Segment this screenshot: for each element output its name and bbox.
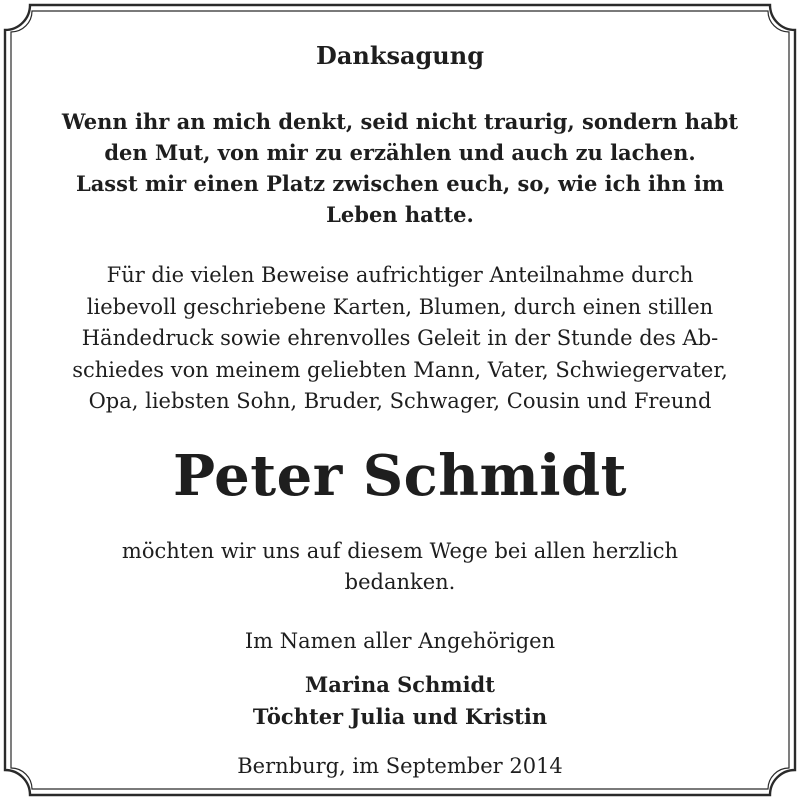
motto-line: den Mut, von mir zu erzählen und auch zu lachen. xyxy=(104,140,696,165)
signer-line: Marina Schmidt xyxy=(305,671,495,697)
paragraph-line: Opa, liebsten Sohn, Bruder, Schwager, Cousin und Freund xyxy=(88,389,712,413)
paragraph-line: schiedes von meinem geliebten Mann, Vater, Schwiegervater, xyxy=(72,357,728,382)
in-name-of-line: Im Namen aller Angehörigen xyxy=(244,628,556,653)
place-date: Bernburg, im September 2014 xyxy=(237,753,563,778)
paragraph-line: liebevoll geschriebene Karten, Blumen, durch einen stillen xyxy=(86,294,714,319)
notice-content xyxy=(30,30,770,782)
closing-text xyxy=(30,536,770,598)
motto-line: Wenn ihr an mich denkt, seid nicht traurig, sondern habt xyxy=(61,109,739,134)
signers xyxy=(30,669,770,733)
motto-line: Lasst mir einen Platz zwischen euch, so, wie ich ihn im xyxy=(75,171,725,196)
closing-line: bedanken. xyxy=(344,569,456,594)
closing-line: möchten wir uns auf diesem Wege bei allen herzlich xyxy=(121,538,679,563)
page-title: Danksagung xyxy=(316,41,484,70)
paragraph-line: Für die vielen Beweise aufrichtiger Anteilnahme durch xyxy=(106,263,694,287)
thanks-paragraph xyxy=(30,260,770,418)
motto-line: Leben hatte. xyxy=(326,202,474,227)
signer-line: Töchter Julia und Kristin xyxy=(252,703,548,729)
paragraph-line: Händedruck sowie ehrenvolles Geleit in der Stunde des Ab- xyxy=(81,326,719,350)
motto-quote xyxy=(30,106,770,230)
deceased-name: Peter Schmidt xyxy=(172,442,628,509)
